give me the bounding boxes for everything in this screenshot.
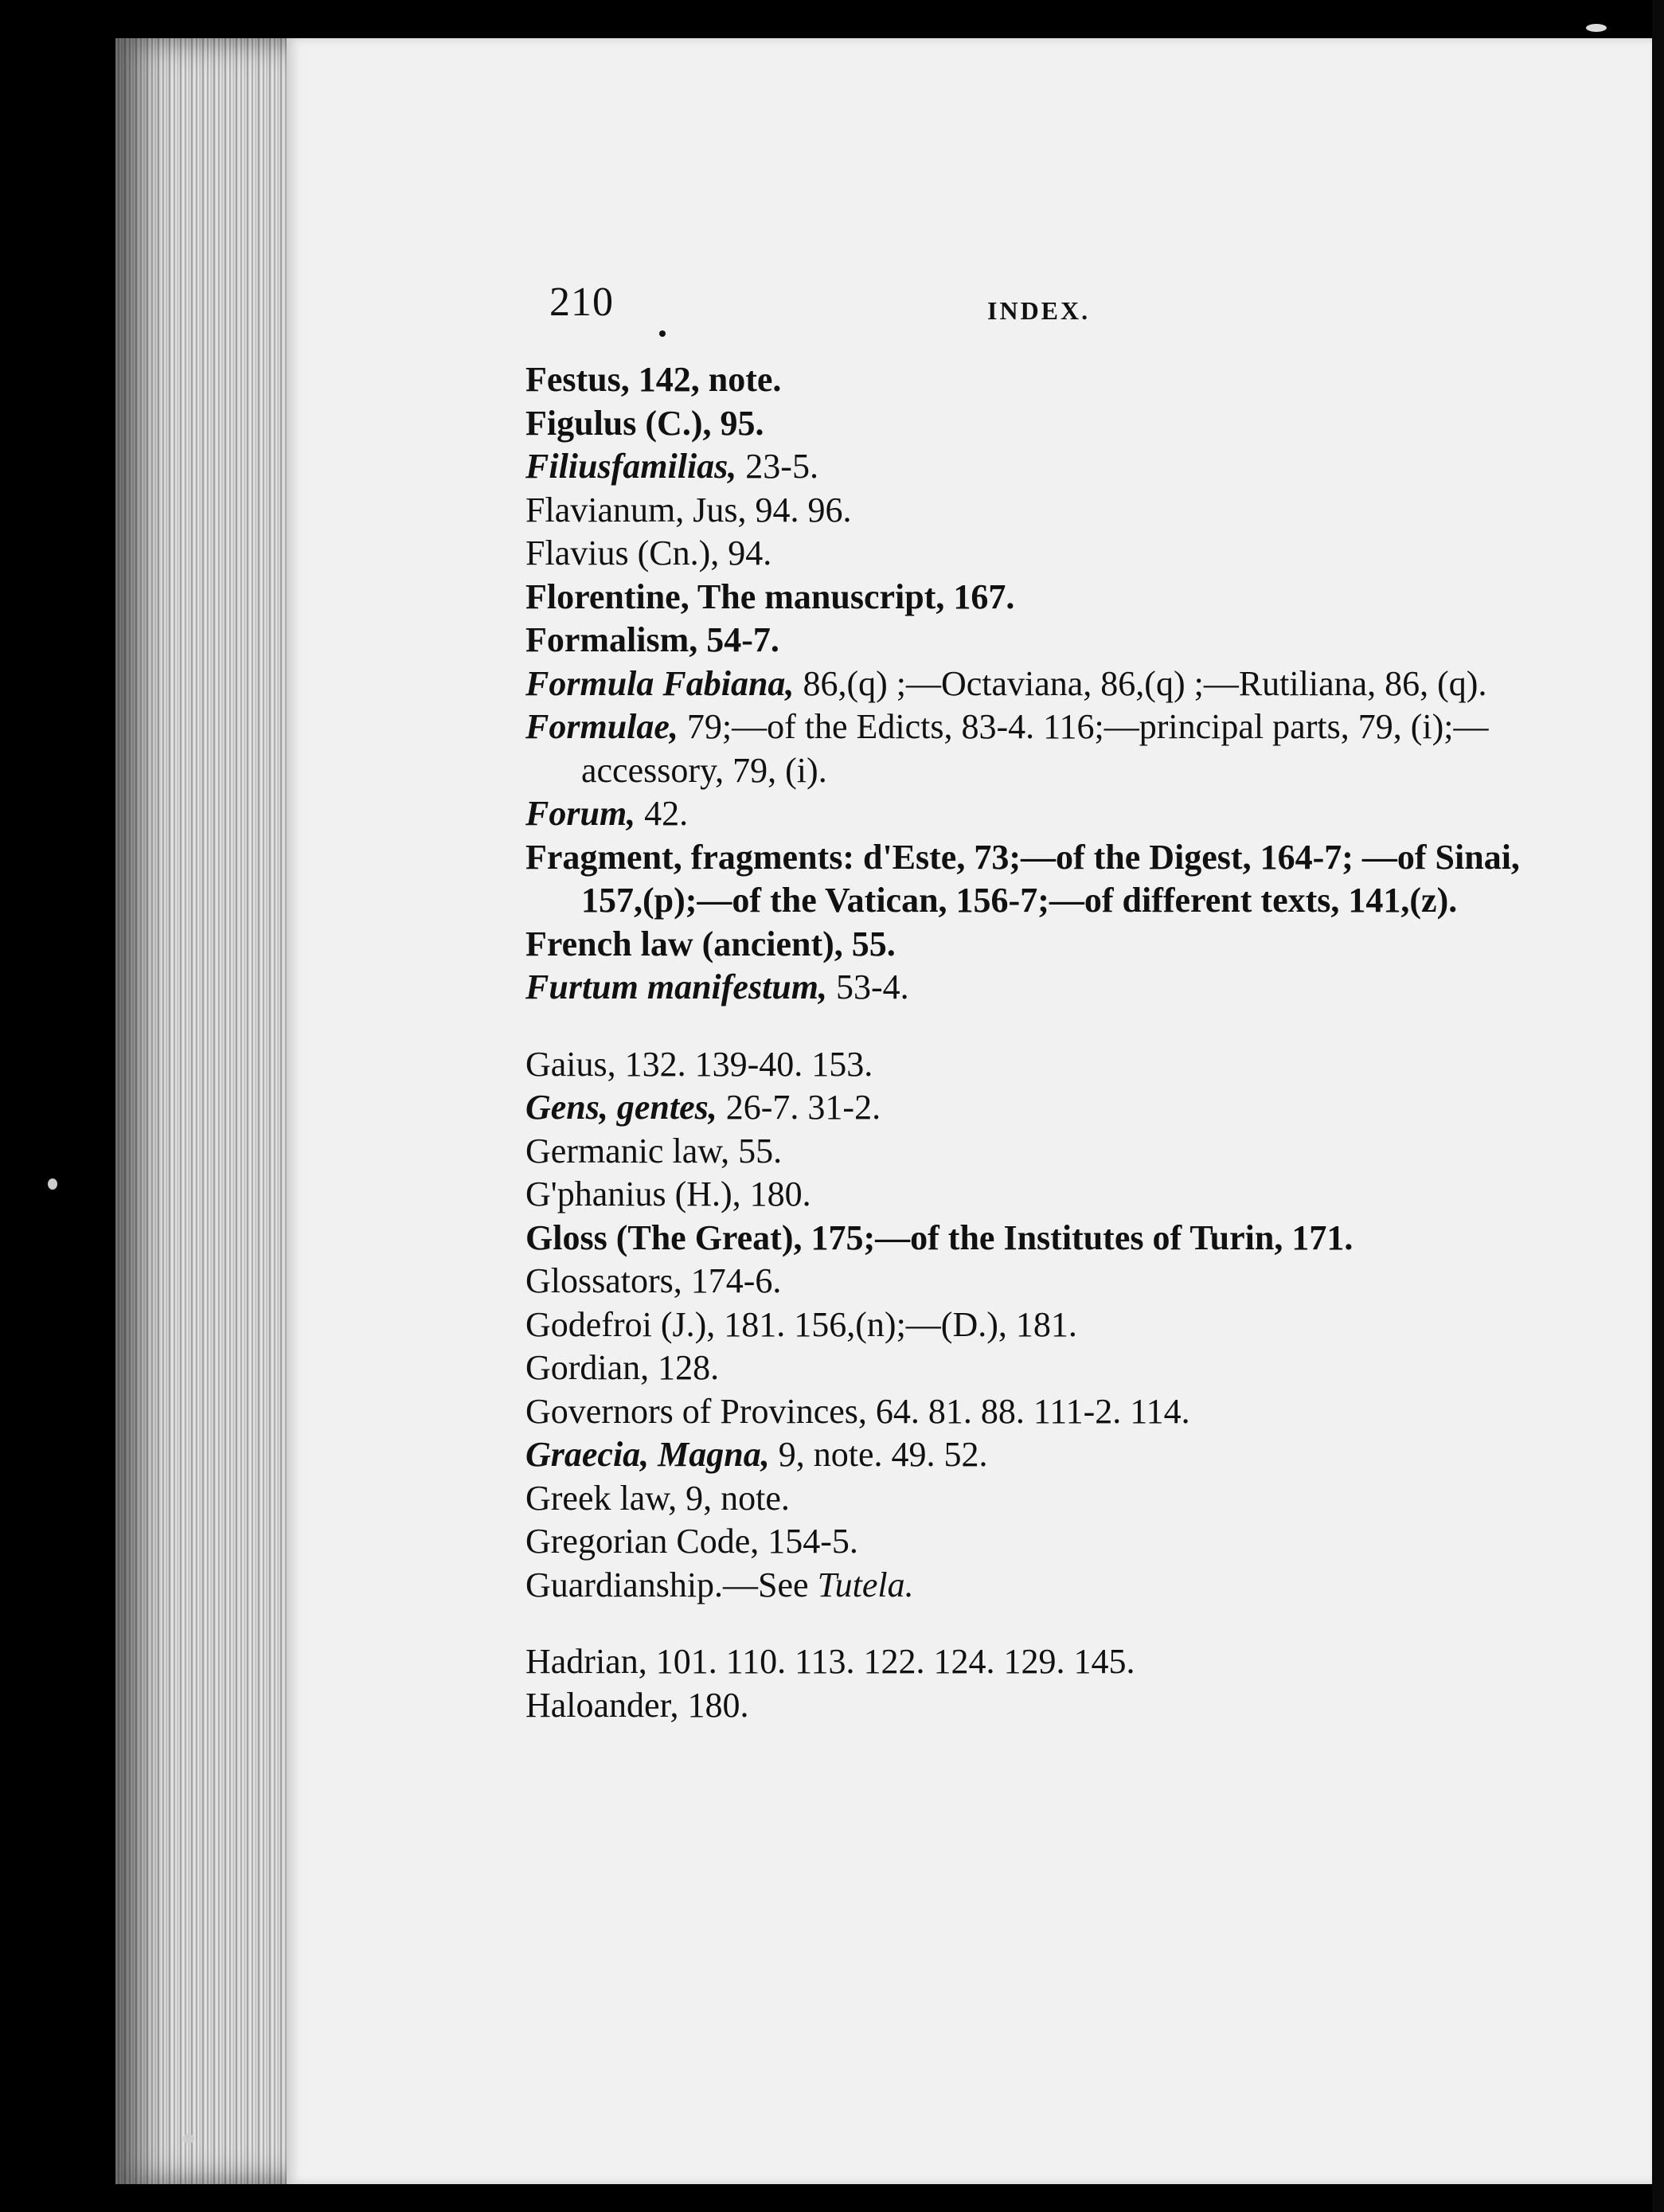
index-entry-text: Gloss (The Great), 175;—of the Institutes of Turin, 171. — [525, 1217, 1353, 1257]
index-term: Formula Fabiana, — [525, 663, 795, 703]
index-entry-text: Flavianum, Jus, 94. 96. — [525, 490, 852, 530]
index-term: Gens, gentes, — [525, 1088, 717, 1127]
index-entry — [525, 402, 1533, 446]
index-entry-text: Godefroi (J.), 181. 156,(n);—(D.), 181. — [525, 1304, 1077, 1344]
index-entry-text: Florentine, The manuscript, 167. — [525, 576, 1015, 616]
index-entry — [525, 489, 1533, 533]
index-term: Graecia, Magna, — [525, 1435, 770, 1474]
index-entry — [525, 1520, 1533, 1564]
index-entry — [525, 1346, 1533, 1390]
index-references: 23-5. — [736, 447, 818, 486]
index-entry-text: G'phanius (H.), 180. — [525, 1174, 811, 1213]
index-entry-text: Greek law, 9, note. — [525, 1478, 790, 1518]
index-entry-list — [525, 358, 1533, 1727]
index-references: 9, note. 49. 52. — [769, 1435, 988, 1474]
index-entry-text: Hadrian, 101. 110. 113. 122. 124. 129. 145. — [525, 1642, 1135, 1681]
scan-border-right — [1652, 0, 1664, 2212]
index-entry — [525, 576, 1533, 619]
index-entry — [525, 358, 1533, 402]
book-page-edges — [115, 38, 291, 2184]
index-entry — [525, 792, 1533, 836]
index-term: Filiusfamilias, — [525, 447, 737, 486]
index-references: 42. — [635, 794, 689, 833]
page-number: 210 — [549, 279, 614, 325]
index-entry — [525, 1564, 1533, 1608]
index-references: 26-7. 31-2. — [717, 1088, 881, 1127]
index-entry — [525, 836, 1533, 923]
index-see-reference: Tutela. — [817, 1565, 914, 1604]
index-references: 53-4. — [827, 967, 909, 1006]
index-entry-text: Fragment, fragments: d'Este, 73;—of the Digest, 164-7; —of Sinai, 157,(p);—of the Vatican, 156-7;—of different texts, 141,(z). — [525, 837, 1520, 920]
index-entry — [525, 1260, 1533, 1303]
index-entry — [525, 705, 1533, 792]
index-entry-text: Formalism, 54-7. — [525, 620, 779, 659]
running-title: INDEX. — [987, 296, 1091, 325]
index-entry — [525, 966, 1533, 1010]
index-entry-text: Figulus (C.), 95. — [525, 403, 764, 443]
index-entry — [525, 1130, 1533, 1174]
index-entry — [525, 1217, 1533, 1260]
index-references: 86,(q) ;—Octaviana, 86,(q) ;—Rutiliana, 86, (q). — [794, 663, 1487, 703]
index-entry-text: Gaius, 132. 139-40. 153. — [525, 1044, 873, 1084]
index-entry — [525, 1303, 1533, 1347]
index-term: Furtum manifestum, — [525, 967, 828, 1006]
index-entry-text: Germanic law, 55. — [525, 1131, 783, 1170]
index-entry-text: Glossators, 174-6. — [525, 1261, 782, 1300]
index-entry-text: French law (ancient), 55. — [525, 924, 896, 963]
index-entry — [525, 662, 1533, 706]
index-entry — [525, 619, 1533, 662]
index-entry-text: Gordian, 128. — [525, 1348, 720, 1387]
index-term: Guardianship.—See — [525, 1565, 818, 1604]
index-entry — [525, 1173, 1533, 1217]
index-entry — [525, 1086, 1533, 1130]
index-entry — [525, 1433, 1533, 1477]
index-entry — [525, 923, 1533, 967]
page-header — [549, 279, 1266, 342]
index-term: Forum, — [525, 794, 636, 833]
index-entry — [525, 1043, 1533, 1087]
index-entry-text: Governors of Provinces, 64. 81. 88. 111-2. 114. — [525, 1391, 1190, 1431]
index-entry — [525, 1390, 1533, 1434]
index-entry — [525, 1640, 1533, 1684]
index-entry — [525, 532, 1533, 576]
index-entry-text: Haloander, 180. — [525, 1685, 749, 1725]
index-references: 79;—of the Edicts, 83-4. 116;—principal parts, 79, (i);—accessory, 79, (i). — [581, 707, 1489, 790]
index-entry-text: Festus, 142, note. — [525, 360, 782, 399]
scan-speck — [1586, 24, 1607, 32]
index-entry — [525, 1684, 1533, 1728]
index-entry — [525, 445, 1533, 489]
index-term: Formulae, — [525, 707, 678, 746]
scan-speck — [183, 2134, 194, 2144]
index-entry-text: Flavius (Cn.), 94. — [525, 533, 772, 573]
scan-speck — [48, 1178, 57, 1190]
index-entry-text: Gregorian Code, 154-5. — [525, 1522, 858, 1561]
index-entry — [525, 1477, 1533, 1521]
